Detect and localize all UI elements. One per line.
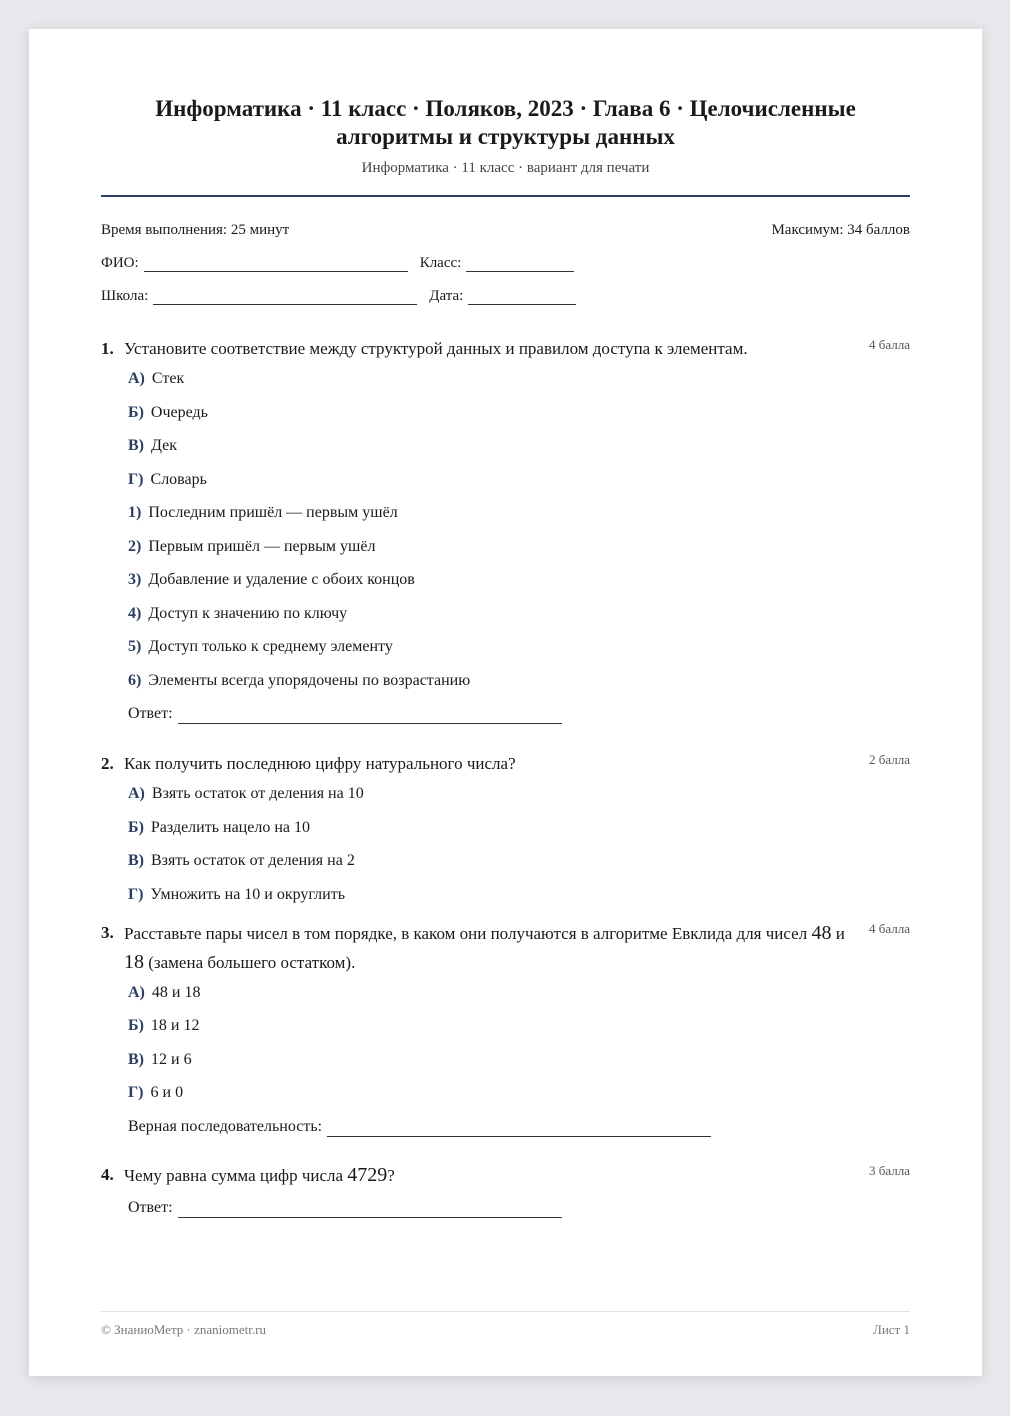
option	[128, 537, 910, 557]
option-letter: 1)	[128, 504, 142, 521]
question-text-part: Расставьте пары чисел в том порядке, в каком они получаются в алгоритме Евклида для чисел	[124, 923, 812, 943]
option	[128, 369, 910, 389]
max-score: Максимум: 34 баллов	[771, 222, 910, 238]
fio-label: ФИО:	[101, 255, 139, 271]
option	[128, 1050, 910, 1070]
number-b: 18	[124, 950, 144, 973]
option-letter: В)	[128, 852, 144, 869]
option-text: Доступ только к среднему элементу	[148, 638, 393, 655]
question-1	[101, 335, 910, 724]
time-limit: Время выполнения: 25 минут	[101, 222, 290, 238]
option	[128, 1083, 910, 1103]
question-4	[101, 1161, 910, 1218]
option	[128, 403, 910, 423]
footer-sheet-number: Лист 1	[873, 1322, 910, 1337]
option-text: 48 и 18	[151, 983, 201, 1001]
option	[128, 1016, 910, 1036]
option	[128, 503, 910, 523]
number-value: 4729	[347, 1163, 388, 1186]
options-list	[128, 784, 910, 905]
worksheet-content	[101, 29, 910, 1218]
header-divider	[101, 195, 910, 197]
option-letter: Г)	[128, 470, 144, 488]
option-letter: А)	[128, 983, 145, 1001]
footer	[101, 1322, 910, 1338]
option-letter: 6)	[128, 671, 142, 689]
question-points: 3 балла	[869, 1162, 910, 1178]
answer-row	[128, 1198, 910, 1218]
question-text-part: ?	[387, 1165, 395, 1185]
question-number: 4.	[101, 1164, 114, 1184]
option-letter: Б)	[128, 1017, 144, 1034]
class-label: Класс:	[419, 255, 462, 271]
option-letter: А)	[128, 785, 145, 802]
option-text: 12 и 6	[151, 1050, 192, 1068]
school-label: Школа:	[101, 288, 149, 304]
option-letter: Г)	[128, 885, 144, 903]
question-text	[124, 1161, 910, 1190]
option-letter: Б)	[128, 818, 144, 836]
option-text: Первым пришёл — первым ушёл	[148, 537, 376, 555]
worksheet-page	[29, 29, 982, 1376]
question-text: Установите соответствие между структурой данных и правилом доступа к элементам.	[124, 339, 748, 358]
question-points: 2 балла	[869, 752, 910, 767]
answer-label: Ответ:	[128, 705, 173, 722]
question-number: 3.	[101, 922, 114, 942]
option-text: Последним пришёл — первым ушёл	[148, 504, 398, 521]
date-label: Дата:	[429, 288, 464, 304]
option-text: 6 и 0	[150, 1084, 184, 1101]
option-text: Стек	[151, 370, 185, 387]
class-blank[interactable]	[466, 257, 574, 272]
question-text-and: и	[831, 923, 845, 943]
answer-blank[interactable]	[178, 1203, 562, 1218]
footer-copyright: © ЗнаниоМетр · znaniometr.ru	[101, 1322, 266, 1337]
option-letter: 5)	[128, 638, 142, 655]
question-number: 2.	[101, 754, 114, 773]
option-text: 18 и 12	[150, 1017, 200, 1034]
option-text: Словарь	[150, 470, 207, 488]
question-text-part: Чему равна сумма цифр числа	[124, 1165, 348, 1185]
question-points: 4 балла	[869, 337, 910, 352]
option-letter: В)	[128, 1050, 144, 1068]
page-title: Информатика · 11 класс · Поляков, 2023 · Глава 6 · Целочисленные алгоритмы и структуры данных	[155, 96, 856, 149]
question-points: 4 балла	[869, 920, 910, 936]
option	[128, 470, 910, 490]
option	[128, 885, 910, 905]
option	[128, 851, 910, 871]
option-letter: Б)	[128, 403, 144, 421]
option-text: Умножить на 10 и округлить	[150, 885, 346, 903]
option	[128, 604, 910, 624]
answer-blank[interactable]	[178, 709, 562, 724]
question-3	[101, 919, 910, 1137]
option-text: Взять остаток от деления на 10	[151, 785, 364, 802]
option-text: Дек	[151, 437, 177, 454]
option-letter: Г)	[128, 1084, 144, 1101]
option	[128, 784, 910, 804]
question-text	[124, 919, 910, 977]
question-text: Как получить последнюю цифру натурального числа?	[124, 754, 516, 773]
option-text: Элементы всегда упорядочены по возрастанию	[148, 671, 471, 689]
fio-blank[interactable]	[144, 257, 408, 272]
footer-divider	[101, 1311, 910, 1312]
option-letter: 4)	[128, 604, 142, 622]
answer-blank[interactable]	[327, 1122, 711, 1137]
school-blank[interactable]	[153, 290, 417, 305]
option-text: Разделить нацело на 10	[150, 818, 310, 836]
option-text: Добавление и удаление с обоих концов	[148, 571, 415, 588]
date-blank[interactable]	[468, 290, 576, 305]
answer-label: Верная последовательность:	[128, 1117, 323, 1135]
option-text: Взять остаток от деления на 2	[151, 852, 355, 869]
option-text: Доступ к значению по ключу	[148, 604, 348, 622]
meta-row	[101, 221, 910, 239]
option-letter: В)	[128, 437, 144, 454]
page-subtitle: Информатика · 11 класс · вариант для печати	[361, 160, 650, 176]
option-text: Очередь	[150, 403, 208, 421]
name-class-row	[101, 254, 910, 272]
option	[128, 570, 910, 590]
question-text-part: (замена большего остатком).	[144, 952, 356, 972]
answer-label: Ответ:	[128, 1198, 173, 1216]
option-letter: 3)	[128, 571, 142, 588]
option-letter: 2)	[128, 537, 142, 555]
answer-row	[128, 1117, 910, 1137]
school-date-row	[101, 287, 910, 305]
option	[128, 671, 910, 691]
option	[128, 983, 910, 1003]
option	[128, 436, 910, 456]
option	[128, 637, 910, 657]
number-a: 48	[811, 921, 832, 944]
options-list	[128, 369, 910, 691]
options-list	[128, 983, 910, 1104]
option	[128, 818, 910, 838]
question-2	[101, 750, 910, 905]
option-letter: А)	[128, 370, 145, 387]
question-number: 1.	[101, 339, 114, 358]
answer-row	[128, 704, 910, 724]
